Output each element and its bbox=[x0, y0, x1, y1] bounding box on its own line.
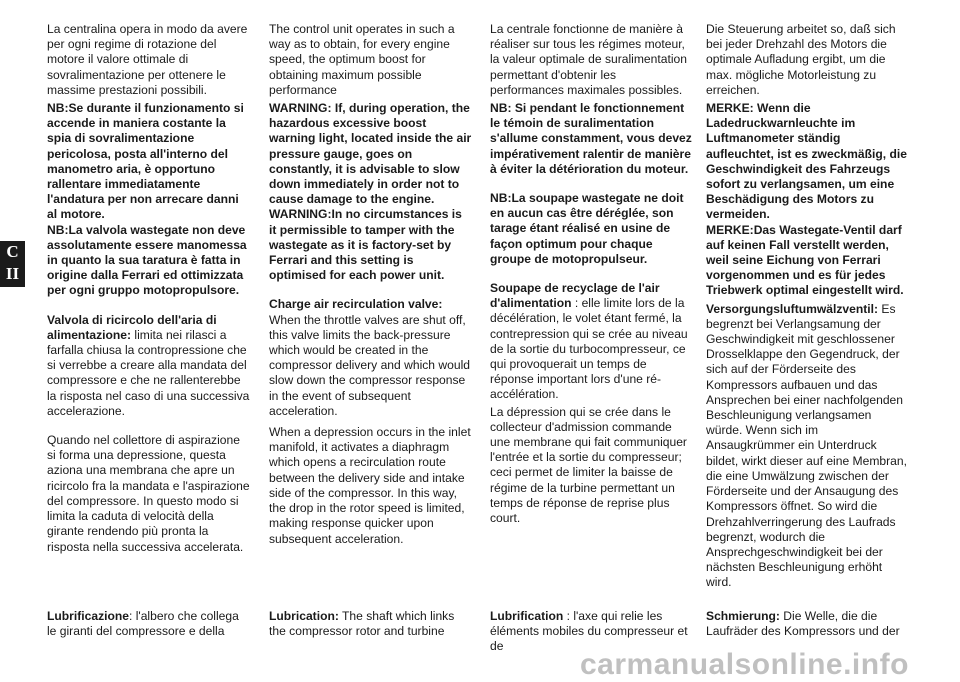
column-french bbox=[490, 22, 693, 526]
italian-lubrication bbox=[47, 609, 250, 639]
french-lube-title: Lubrification bbox=[490, 609, 564, 623]
german-wastegate-note: MERKE:Das Wastegate-Ventil darf auf keinen Fall verstellt werden, weil seine Eichung von Ferrari vorgenommen und es für jedes Triebwerk optimal eingestellt wird. bbox=[706, 222, 904, 298]
section-tab-c2 bbox=[0, 241, 25, 287]
german-lube-title: Schmierung: bbox=[706, 609, 780, 623]
english-depression: When a depression occurs in the inlet manifold, it activates a diaphragm which opens a recirculation route between the delivery side and intake side of the compressor. In this way, the drop in the rotor speed is limited, making response quicker upon subsequent acceleration. bbox=[269, 425, 471, 546]
german-lube-text: Die Welle, die die Laufräder des Kompressors und der bbox=[706, 609, 900, 639]
watermark: carmanualsonline.info bbox=[580, 648, 909, 681]
italian-recirc-paragraph bbox=[47, 313, 250, 419]
italian-depression: Quando nel collettore di aspirazione si forma una depressione, questa aziona una membrana che apre un ricircolo fra la mandata e l'aspirazione del compressore. In questo modo si limita la caduta di velocità della girante rendendo più pronta la risposta nella successiva accelerata. bbox=[47, 433, 250, 554]
column-german bbox=[706, 22, 909, 591]
section-tab-line1: C bbox=[6, 242, 19, 261]
english-recirc-title: Charge air recirculation valve: bbox=[269, 297, 443, 312]
italian-recirc-text: limita nei rilasci a farfalla chiusa la contropressione che si verrebbe a creare alla mandata del compressore e che ne rallenterebbe la risposta nel caso di una successiva accelerazione. bbox=[47, 327, 250, 418]
english-lube-text: The shaft which links the compressor rotor and turbine bbox=[269, 609, 455, 639]
french-recirc-text: : elle limite lors de la décélération, le volet étant fermé, la contrepression qui se crée au niveau de la sortie du turbocompresseur, ce qui provoquerait un temps de réponse important lors d'une ré-accélération. bbox=[490, 296, 688, 402]
italian-recirc-title: Valvola di ricircolo dell'aria di alimentazione: bbox=[47, 312, 217, 342]
section-tab-line2: II bbox=[5, 264, 20, 283]
english-lube-title: Lubrication: bbox=[269, 609, 339, 623]
italian-warning: NB:Se durante il funzionamento si accende in maniera costante la spia di sovralimentazione pericolosa, posta all'interno del manometro aria, è opportuno rallentare immediatamente l'andatura per non arrecare danni al motore. bbox=[47, 101, 244, 222]
german-recirc-text: Es begrenzt bei Verlangsamung der Geschwindigkeit mit geschlossener Drosselklappe den Gegendruck, der sich auf der Förderseite des Kompressors aufbauen und das Ansprechen bei einer nachfolgenden Beschleunigung verlangsamen würde. Wenn sich im Ansaugkrümmer ein Unterdruck bildet, wirkt dieser auf eine Membran, die eine Umwälzung zwischen der Förderseite und der Ansaugung des Kompressors öffnet. So wird die Drehzahlverringerung des Laufrads begrenzt, wodurch die Ansprechgeschwindigkeit bei der nächsten Beschleunigung erhöht wird. bbox=[706, 301, 907, 590]
french-recirc-title: Soupape de recyclage de l'air d'alimentation bbox=[490, 281, 660, 311]
german-recirc-title: Versorgungsluftumwälzventil: bbox=[706, 301, 879, 316]
italian-lube-text: : l'albero che collega le giranti del compressore e della bbox=[47, 609, 239, 639]
french-warning: NB: Si pendant le fonctionnement le témoin de suralimentation s'allume constamment, vous devez impérativement ralentir de manière à éviter la détérioration du moteur. bbox=[490, 101, 692, 176]
french-lube-text: : l'axe qui relie les éléments mobiles du compresseur et de bbox=[490, 609, 688, 654]
english-lubrication bbox=[269, 609, 472, 639]
english-recirc-paragraph bbox=[269, 297, 472, 419]
italian-lube-title: Lubrificazione bbox=[47, 609, 129, 623]
german-recirc-paragraph bbox=[706, 302, 909, 591]
french-wastegate-note: NB:La soupape wastegate ne doit en aucun cas être déréglée, son tarage étant réalisé en usine de façon optimum pour chaque groupe de motopropulseur. bbox=[490, 191, 684, 266]
english-intro: The control unit operates in such a way as to obtain, for every engine speed, the optimum boost for obtaining maximum possible performance bbox=[269, 22, 455, 97]
english-warning: WARNING: If, during operation, the hazardous excessive boost warning light, located inside the air pressure gauge, goes on constantly, it is advisable to slow down immediately in order not to cause damage to the engine. bbox=[269, 101, 472, 207]
column-italian bbox=[47, 22, 250, 555]
german-warning: MERKE: Wenn die Ladedruckwarnleuchte im Luftmanometer ständig aufleuchtet, ist es zweckmäßig, die Geschwindigkeit des Fahrzeugs sofort zu verlangsamen, um eine Beschädigung des Motors zu vermeiden. bbox=[706, 101, 907, 222]
column-english bbox=[269, 22, 472, 547]
italian-wastegate-note: NB:La valvola wastegate non deve assolutamente essere manomessa in quanto la sua taratura è fatta in origine dalla Ferrari ed ottimizzata per ogni gruppo motopropulsore. bbox=[47, 222, 247, 298]
german-lubrication bbox=[706, 609, 909, 639]
french-intro: La centrale fonctionne de manière à réaliser sur tous les régimes moteur, la valeur optimale de suralimentation permettant d'obtenir les performances maximales possibles. bbox=[490, 22, 687, 97]
english-wastegate-note: WARNING:In no circumstances is it permissible to tamper with the wastegate as it is factory-set by Ferrari and this setting is optimised for each power unit. bbox=[269, 207, 462, 283]
french-depression: La dépression qui se crée dans le collecteur d'admission commande une membrane qui fait communiquer l'entrée et la sortie du compresseur; ceci permet de limiter la baisse de régime de la turbine permettant un temps de réponse de reprise plus court. bbox=[490, 404, 687, 526]
german-intro: Die Steuerung arbeitet so, daß sich bei jeder Drehzahl des Motors die optimale Aufladung ergibt, um die max. mögliche Motorleistung zu erreichen. bbox=[706, 22, 896, 97]
french-recirc-paragraph bbox=[490, 281, 693, 403]
english-recirc-text: When the throttle valves are shut off, this valve limits the back-pressure which would be created in the compressor delivery and which would slow down the compressor response in the event of subsequent acceleration. bbox=[269, 312, 470, 418]
italian-intro: La centralina opera in modo da avere per ogni regime di rotazione del motore il valore ottimale di sovralimentazione per ottenere le massime prestazioni possibili. bbox=[47, 22, 248, 97]
